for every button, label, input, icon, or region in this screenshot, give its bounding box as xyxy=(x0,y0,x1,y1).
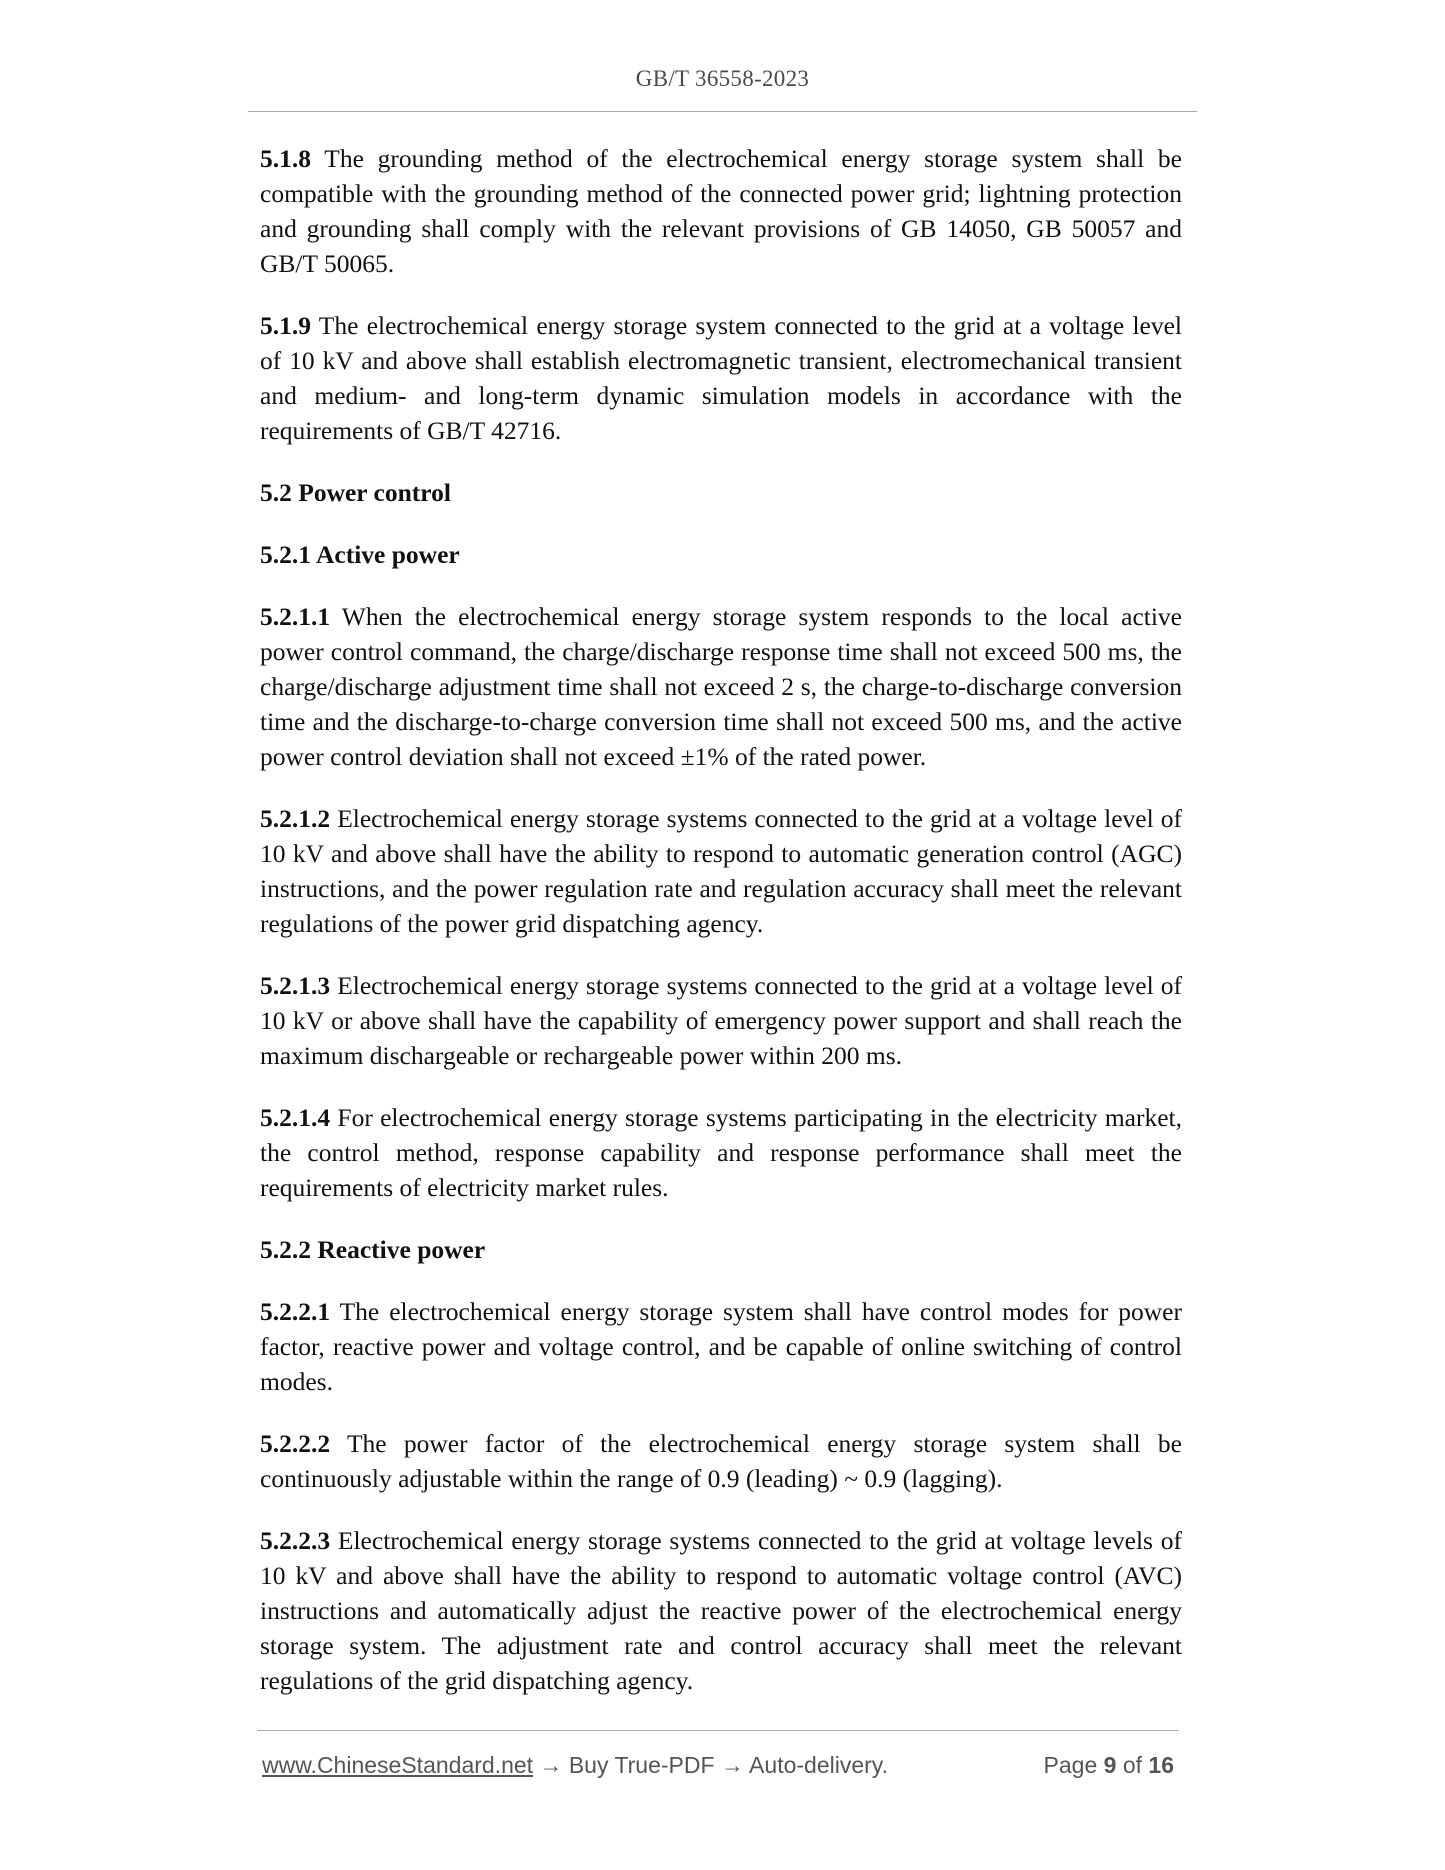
header-divider xyxy=(248,111,1197,112)
clause-5-1-8 xyxy=(260,141,1182,281)
footer-promo xyxy=(262,1750,888,1780)
clause-text: Electrochemical energy storage systems connected to the grid at voltage levels of 10 kV and above shall have the ability to respond to automatic voltage control (AVC) instructions and automatically adjust the reactive power of the electrochemical energy storage system. The adjustment rate and control accuracy shall meet the relevant regulations of the grid dispatching agency. xyxy=(260,1526,1182,1695)
clause-number: 5.2.2.1 xyxy=(260,1297,331,1326)
page-label: Page xyxy=(1043,1752,1098,1778)
clause-5-2-2-3 xyxy=(260,1523,1182,1698)
clause-number: 5.1.8 xyxy=(260,144,311,173)
clause-5-2-2-2 xyxy=(260,1426,1182,1496)
clause-number: 5.2.1.3 xyxy=(260,971,331,1000)
section-heading-5-2-2: 5.2.2 Reactive power xyxy=(260,1235,486,1264)
page-number xyxy=(1044,1750,1174,1780)
page-total: 16 xyxy=(1148,1752,1174,1778)
clause-number: 5.2.2.2 xyxy=(260,1429,331,1458)
clause-text: The power factor of the electrochemical energy storage system shall be continuously adjustable within the range of 0.9 (leading) ~ 0.9 (lagging). xyxy=(260,1429,1182,1493)
clause-5-2-1-2 xyxy=(260,801,1182,941)
clause-number: 5.2.1.2 xyxy=(260,804,331,833)
website-link[interactable]: www.ChineseStandard.net xyxy=(262,1752,534,1778)
clause-text: The electrochemical energy storage system connected to the grid at a voltage level of 10 kV and above shall establish electromagnetic transient, electromechanical transient and medium- and long-term dynamic simulation models in accordance with the requirements of GB/T 42716. xyxy=(260,311,1182,445)
clause-number: 5.2.2.3 xyxy=(260,1526,331,1555)
clause-5-2-2-1 xyxy=(260,1294,1182,1399)
footer-tagline: → Buy True-PDF → Auto-delivery. xyxy=(533,1752,888,1778)
footer-divider xyxy=(257,1730,1179,1731)
section-heading-5-2: 5.2 Power control xyxy=(260,478,451,507)
clause-5-1-9 xyxy=(260,308,1182,448)
page-body xyxy=(260,141,1182,1725)
clause-number: 5.2.1.1 xyxy=(260,602,331,631)
page-current: 9 xyxy=(1103,1752,1117,1778)
clause-5-2-1-4 xyxy=(260,1100,1182,1205)
clause-number: 5.1.9 xyxy=(260,311,311,340)
clause-text: For electrochemical energy storage systems participating in the electricity market, the control method, response capability and response performance shall meet the requirements of electricity market rules. xyxy=(260,1103,1182,1202)
clause-text: The electrochemical energy storage system shall have control modes for power factor, reactive power and voltage control, and be capable of online switching of control modes. xyxy=(260,1297,1182,1396)
clause-5-2-1-3 xyxy=(260,968,1182,1073)
clause-text: Electrochemical energy storage systems connected to the grid at a voltage level of 10 kV and above shall have the ability to respond to automatic generation control (AGC) instructions, and the power regulation rate and regulation accuracy shall meet the relevant regulations of the power grid dispatching agency. xyxy=(260,804,1182,938)
clause-text: The grounding method of the electrochemical energy storage system shall be compatible with the grounding method of the connected power grid; lightning protection and grounding shall comply with the relevant provisions of GB 14050, GB 50057 and GB/T 50065. xyxy=(260,144,1182,278)
clause-number: 5.2.1.4 xyxy=(260,1103,331,1132)
section-heading-5-2-1: 5.2.1 Active power xyxy=(260,540,460,569)
page-footer xyxy=(262,1750,1174,1780)
clause-5-2-1-1 xyxy=(260,599,1182,774)
clause-text: Electrochemical energy storage systems connected to the grid at a voltage level of 10 kV or above shall have the capability of emergency power support and shall reach the maximum dischargeable or rechargeable power within 200 ms. xyxy=(260,971,1182,1070)
page-header-doc-code: GB/T 36558-2023 xyxy=(635,66,810,91)
page-of: of xyxy=(1122,1752,1143,1778)
clause-text: When the electrochemical energy storage system responds to the local active power control command, the charge/discharge response time shall not exceed 500 ms, the charge/discharge adjustment time shall not exceed 2 s, the charge-to-discharge conversion time and the discharge-to-charge conversion time shall not exceed 500 ms, and the active power control deviation shall not exceed ±1% of the rated power. xyxy=(260,602,1182,771)
